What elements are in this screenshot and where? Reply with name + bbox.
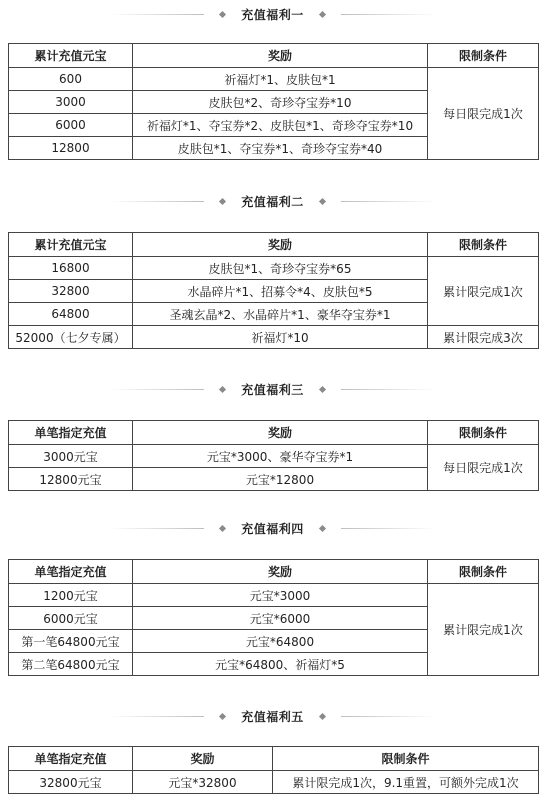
column-header-threshold: 单笔指定充值 [9,421,133,445]
threshold-cell: 64800 [9,303,133,326]
reward-cell: 元宝*64800、祈福灯*5 [133,653,428,676]
reward-cell: 元宝*3000、豪华夺宝券*1 [133,445,428,468]
diamond-icon [219,712,226,719]
reward-table-4 [8,559,539,676]
reward-table-1 [8,43,539,160]
column-header-reward: 奖励 [133,421,428,445]
divider [109,201,204,202]
divider [341,528,436,529]
column-header-threshold: 单笔指定充值 [9,560,133,584]
divider [109,716,204,717]
reward-table-2 [8,232,539,349]
column-header-limit: 限制条件 [428,421,539,445]
threshold-cell: 3000元宝 [9,445,133,468]
limit-cell: 每日限完成1次 [428,68,539,160]
limit-cell: 累计限完成1次，9.1重置，可额外完成1次 [273,771,539,794]
threshold-cell: 6000 [9,114,133,137]
column-header-reward: 奖励 [133,233,428,257]
limit-cell: 累计限完成1次 [428,584,539,676]
limit-cell: 累计限完成1次 [428,257,539,326]
diamond-icon [219,197,226,204]
threshold-cell: 第一笔64800元宝 [9,630,133,653]
section-heading: 充值福利四 [241,521,304,536]
table-row [9,445,539,468]
diamond-icon [219,385,226,392]
reward-table-3 [8,420,539,491]
reward-cell: 元宝*12800 [133,468,428,491]
threshold-cell: 第二笔64800元宝 [9,653,133,676]
reward-cell: 祈福灯*10 [133,326,428,349]
section-title-4 [0,516,545,540]
reward-cell: 元宝*64800 [133,630,428,653]
divider [341,389,436,390]
divider [109,389,204,390]
section-title-3 [0,377,545,401]
reward-cell: 元宝*3000 [133,584,428,607]
threshold-cell: 1200元宝 [9,584,133,607]
threshold-cell: 12800元宝 [9,468,133,491]
reward-cell: 元宝*32800 [133,771,273,794]
diamond-icon [319,385,326,392]
threshold-cell: 6000元宝 [9,607,133,630]
limit-cell: 每日限完成1次 [428,445,539,491]
column-header-threshold: 累计充值元宝 [9,233,133,257]
column-header-limit: 限制条件 [428,560,539,584]
section-title-1 [0,2,545,26]
divider [341,14,436,15]
column-header-threshold: 单笔指定充值 [9,747,133,771]
column-header-reward: 奖励 [133,747,273,771]
diamond-icon [319,10,326,17]
table-header-row [9,421,539,445]
reward-cell: 元宝*6000 [133,607,428,630]
threshold-cell: 16800 [9,257,133,280]
reward-cell: 祈福灯*1、皮肤包*1 [133,68,428,91]
table-row [9,326,539,349]
threshold-cell: 600 [9,68,133,91]
section-heading: 充值福利二 [241,194,304,209]
threshold-cell: 12800 [9,137,133,160]
threshold-cell: 3000 [9,91,133,114]
column-header-reward: 奖励 [133,44,428,68]
divider [109,14,204,15]
table-row [9,584,539,607]
diamond-icon [319,524,326,531]
reward-cell: 圣魂玄晶*2、水晶碎片*1、豪华夺宝券*1 [133,303,428,326]
reward-cell: 水晶碎片*1、招募令*4、皮肤包*5 [133,280,428,303]
section-heading: 充值福利一 [241,7,304,22]
section-heading: 充值福利五 [241,709,304,724]
column-header-limit: 限制条件 [428,44,539,68]
column-header-limit: 限制条件 [428,233,539,257]
diamond-icon [219,524,226,531]
divider [109,528,204,529]
divider [341,201,436,202]
table-header-row [9,233,539,257]
table-row [9,257,539,280]
threshold-cell: 32800 [9,280,133,303]
threshold-cell: 32800元宝 [9,771,133,794]
reward-cell: 皮肤包*1、夺宝券*1、奇珍夺宝券*40 [133,137,428,160]
section-title-5 [0,704,545,728]
table-row [9,771,539,794]
column-header-limit: 限制条件 [273,747,539,771]
reward-table-5 [8,746,539,794]
table-header-row [9,44,539,68]
divider [341,716,436,717]
column-header-reward: 奖励 [133,560,428,584]
section-title-2 [0,189,545,213]
threshold-cell: 52000（七夕专属） [9,326,133,349]
table-header-row [9,747,539,771]
reward-cell: 祈福灯*1、夺宝券*2、皮肤包*1、奇珍夺宝券*10 [133,114,428,137]
diamond-icon [319,197,326,204]
limit-cell: 累计限完成3次 [428,326,539,349]
reward-cell: 皮肤包*1、奇珍夺宝券*65 [133,257,428,280]
diamond-icon [219,10,226,17]
column-header-threshold: 累计充值元宝 [9,44,133,68]
table-header-row [9,560,539,584]
section-heading: 充值福利三 [241,382,304,397]
table-row [9,68,539,91]
diamond-icon [319,712,326,719]
reward-cell: 皮肤包*2、奇珍夺宝券*10 [133,91,428,114]
